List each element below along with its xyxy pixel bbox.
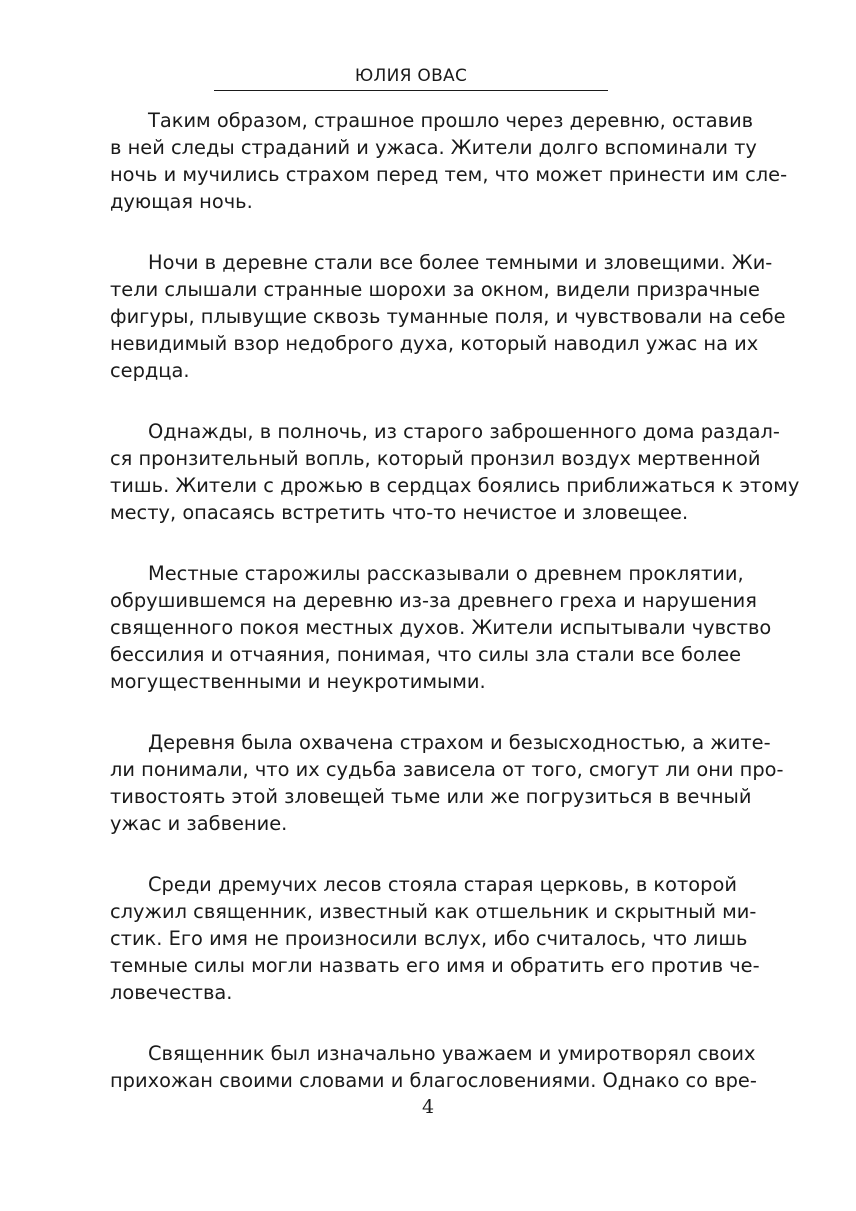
text-line: Таким образом, страшное прошло через деревню, оставив xyxy=(148,109,754,132)
text-line: Местные старожилы рассказывали о древнем проклятии, xyxy=(148,562,744,585)
text-line: ловечества. xyxy=(110,981,233,1004)
paragraph xyxy=(110,871,760,1006)
text-line: невидимый взор недоброго духа, который наводил ужас на их xyxy=(110,332,759,355)
text-line: Среди дремучих лесов стояла старая церковь, в которой xyxy=(148,873,737,896)
text-line: могущественными и неукротимыми. xyxy=(110,670,486,693)
text-line: Однажды, в полночь, из старого заброшенного дома раздал- xyxy=(148,420,780,443)
text-line: в ней следы страданий и ужаса. Жители долго вспоминали ту xyxy=(110,136,757,159)
text-line: фигуры, плывущие сквозь туманные поля, и чувствовали на себе xyxy=(110,305,786,328)
text-line: обрушившемся на деревню из-за древнего греха и нарушения xyxy=(110,589,757,612)
paragraph xyxy=(110,107,788,215)
text-line: тишь. Жители с дрожью в сердцах боялись приближаться к этому xyxy=(110,474,800,497)
text-line: прихожан своими словами и благословениями. Однако со вре- xyxy=(110,1069,757,1092)
page-number: 4 xyxy=(421,1096,435,1118)
text-line: служил священник, известный как отшельник и скрытный ми- xyxy=(110,900,757,923)
paragraph xyxy=(110,1040,757,1094)
text-line: дующая ночь. xyxy=(110,190,253,213)
running-header-author: ЮЛИЯ ОВАС xyxy=(354,66,468,86)
text-line: священного покоя местных духов. Жители испытывали чувство xyxy=(110,616,772,639)
text-line: тивостоять этой зловещей тьме или же погрузиться в вечный xyxy=(110,785,752,808)
text-line: сердца. xyxy=(110,359,190,382)
text-line: ужас и забвение. xyxy=(110,812,288,835)
text-line: ся пронзительный вопль, который пронзил воздух мертвенной xyxy=(110,447,761,470)
text-line: темные силы могли назвать его имя и обратить его против че- xyxy=(110,954,760,977)
text-line: стик. Его имя не произносили вслух, ибо считалось, что лишь xyxy=(110,927,748,950)
text-line: ли понимали, что их судьба зависела от того, смогут ли они про- xyxy=(110,758,784,781)
paragraph xyxy=(110,418,800,526)
text-line: месту, опасаясь встретить что-то нечистое и зловещее. xyxy=(110,501,689,524)
text-line: тели слышали странные шорохи за окном, видели призрачные xyxy=(110,278,760,301)
text-line: Ночи в деревне стали все более темными и зловещими. Жи- xyxy=(148,251,773,274)
paragraph xyxy=(110,560,772,695)
text-line: Деревня была охвачена страхом и безысходностью, а жите- xyxy=(148,731,771,754)
body-text xyxy=(110,107,800,1128)
paragraph xyxy=(110,249,786,384)
paragraph xyxy=(110,729,784,837)
text-line: ночь и мучились страхом перед тем, что может принести им сле- xyxy=(110,163,788,186)
header-rule xyxy=(214,90,608,91)
text-line: бессилия и отчаяния, понимая, что силы зла стали все более xyxy=(110,643,742,666)
text-line: Священник был изначально уважаем и умиротворял своих xyxy=(148,1042,756,1065)
